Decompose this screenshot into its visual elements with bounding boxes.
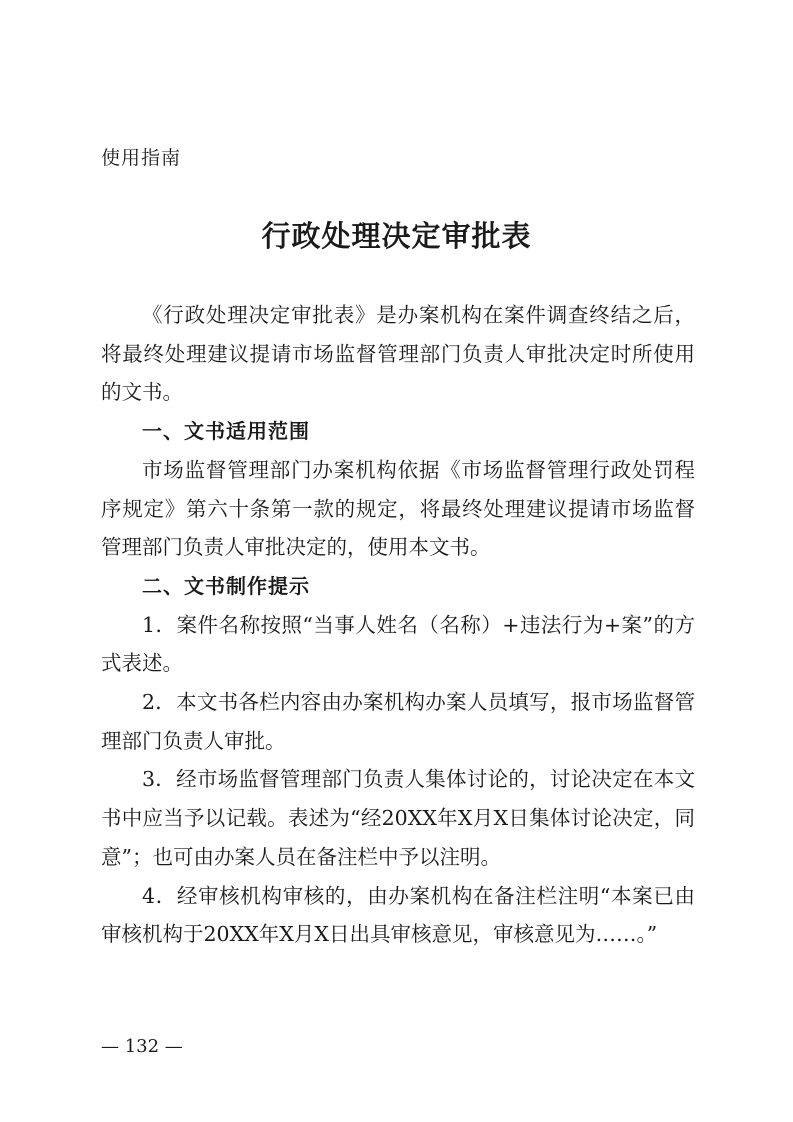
tip-paragraph-1: 1．案件名称按照“当事人姓名（名称）+违法行为+案”的方式表述。 [101, 612, 695, 676]
tip-paragraph-4: 4．经审核机构审核的，由办案机构在备注栏注明“本案已由审核机构于20XX年X月X日出具审核意见，审核意见为……。” [101, 883, 695, 947]
intro-paragraph: 《行政处理决定审批表》是办案机构在案件调查终结之后，将最终处理建议提请市场监督管理部门负责人审批决定时所使用的文书。 [101, 303, 695, 405]
section-heading-scope: 一、文书适用范围 [142, 419, 310, 444]
section-label: 使用指南 [101, 147, 182, 169]
tip-paragraph-3: 3．经市场监督管理部门负责人集体讨论的，讨论决定在本文书中应当予以记载。表述为“经20XX年X月X日集体讨论决定，同意”；也可由办案人员在备注栏中予以注明。 [101, 767, 695, 869]
page-number: — 132 — [101, 1036, 183, 1057]
document-body [101, 296, 695, 954]
section-heading-tips: 二、文书制作提示 [142, 573, 310, 598]
scope-paragraph: 市场监督管理部门办案机构依据《市场监督管理行政处罚程序规定》第六十条第一款的规定，将最终处理建议提请市场监督管理部门负责人审批决定的，使用本文书。 [101, 457, 695, 560]
document-title: 行政处理决定审批表 [261, 219, 532, 253]
tip-paragraph-2: 2．本文书各栏内容由办案机构办案人员填写，报市场监督管理部门负责人审批。 [101, 690, 695, 753]
